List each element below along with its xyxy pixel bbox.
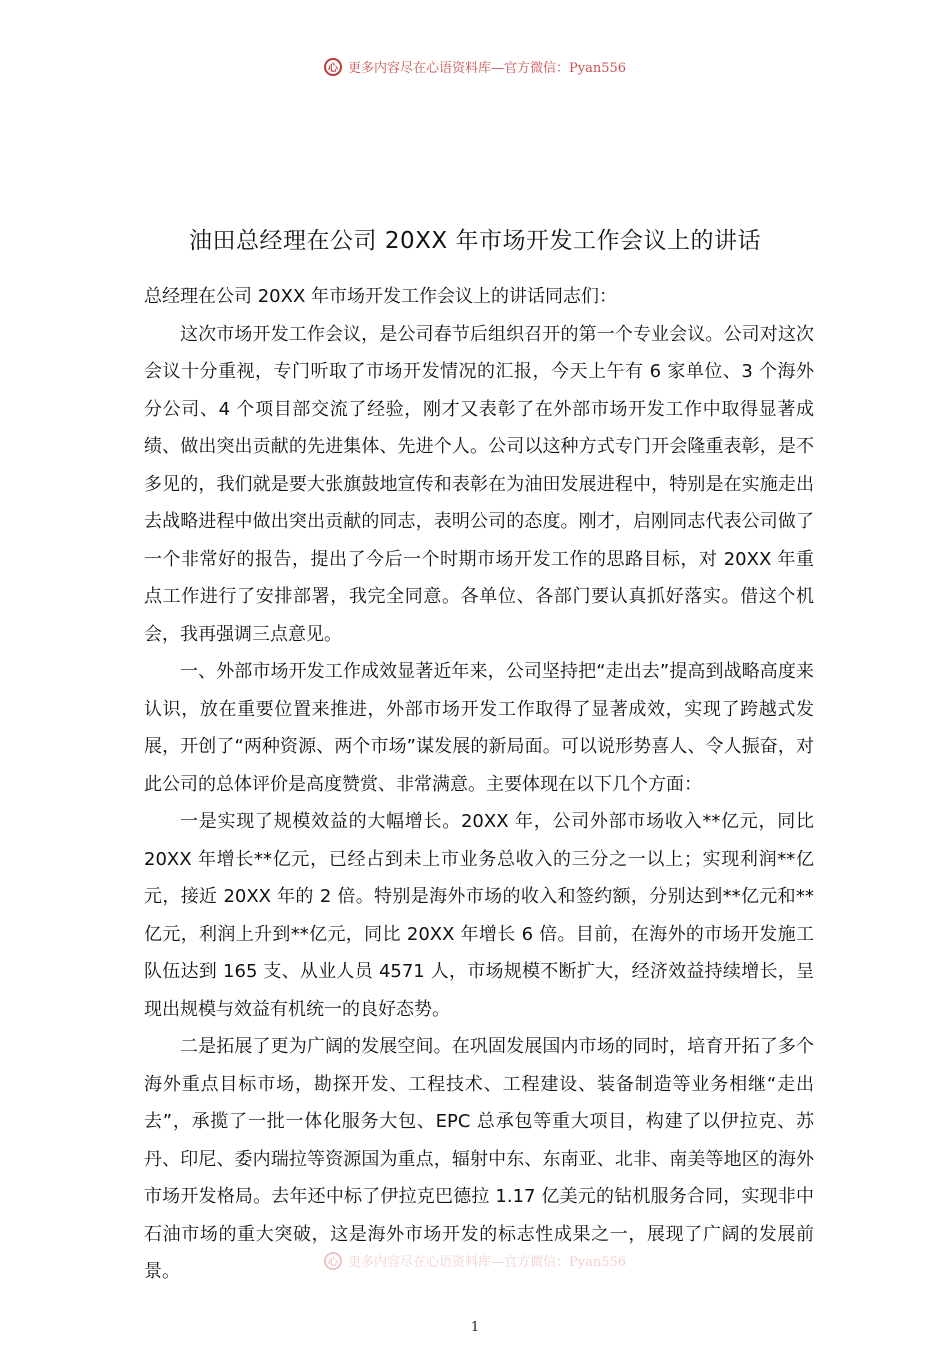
watermark-header — [0, 57, 950, 76]
brand-logo-icon: 心 — [324, 58, 342, 76]
body-paragraph: 一是实现了规模效益的大幅增长。20XX 年，公司外部市场收入**亿元，同比 20XX 年增长**亿元，已经占到未上市业务总收入的三分之一以上；实现利润**亿元，接近 20XX 年的 2 倍。特别是海外市场的收入和签约额，分别达到**亿元和**亿元，利润上升到**亿元，同比 20XX 年增长 6 倍。目前，在海外的市场开发施工队伍达到 165 支、从业人员 4571 人，市场规模不断扩大，经济效益持续增长，呈现出规模与效益有机统一的良好态势。 — [144, 811, 814, 1020]
page-number: 1 — [470, 1320, 480, 1335]
footer-watermark-text: 更多内容尽在心语资料库—官方微信：Pyan556 — [347, 1255, 627, 1270]
salutation-paragraph: 总经理在公司 20XX 年市场开发工作会议上的讲话同志们： — [144, 286, 618, 307]
body-paragraph: 二是拓展了更为广阔的发展空间。在巩固发展国内市场的同时，培育开拓了多个海外重点目标市场，勘探开发、工程技术、工程建设、装备制造等业务相继“走出去”，承揽了一批一体化服务大包、EPC 总承包等重大项目，构建了以伊拉克、苏丹、印尼、委内瑞拉等资源国为重点，辐射中东、东南亚、北非、南美等地区的海外市场开发格局。去年还中标了伊拉克巴德拉 1.17 亿美元的钻机服务合同，实现非中石油市场的重大突破，这是海外市场开发的标志性成果之一，展现了广阔的发展前景。 — [144, 1036, 814, 1282]
body-paragraph: 这次市场开发工作会议，是公司春节后组织召开的第一个专业会议。公司对这次会议十分重视，专门听取了市场开发情况的汇报，今天上午有 6 家单位、3 个海外分公司、4 个项目部交流了经验，刚才又表彰了在外部市场开发工作中取得显著成绩、做出突出贡献的先进集体、先进个人。公司以这种方式专门开会隆重表彰，是不多见的，我们就是要大张旗鼓地宣传和表彰在为油田发展进程中，特别是在实施走出去战略进程中做出突出贡献的同志，表明公司的态度。刚才，启刚同志代表公司做了一个非常好的报告，提出了今后一个时期市场开发工作的思路目标，对 20XX 年重点工作进行了安排部署，我完全同意。各单位、各部门要认真抓好落实。借这个机会，我再强调三点意见。 — [144, 323, 814, 645]
body-paragraph: 一、外部市场开发工作成效显著近年来，公司坚持把“走出去”提高到战略高度来认识，放在重要位置来推进，外部市场开发工作取得了显著成效，实现了跨越式发展，开创了“两种资源、两个市场”谋发展的新局面。可以说形势喜人、令人振奋，对此公司的总体评价是高度赞赏、非常满意。主要体现在以下几个方面： — [144, 661, 814, 795]
document-body — [144, 278, 814, 1291]
header-text: 更多内容尽在心语资料库—官方微信：Pyan556 — [347, 61, 627, 76]
document-title: 油田总经理在公司 20XX 年市场开发工作会议上的讲话 — [189, 228, 761, 254]
brand-logo-icon: 心 — [324, 1252, 342, 1270]
